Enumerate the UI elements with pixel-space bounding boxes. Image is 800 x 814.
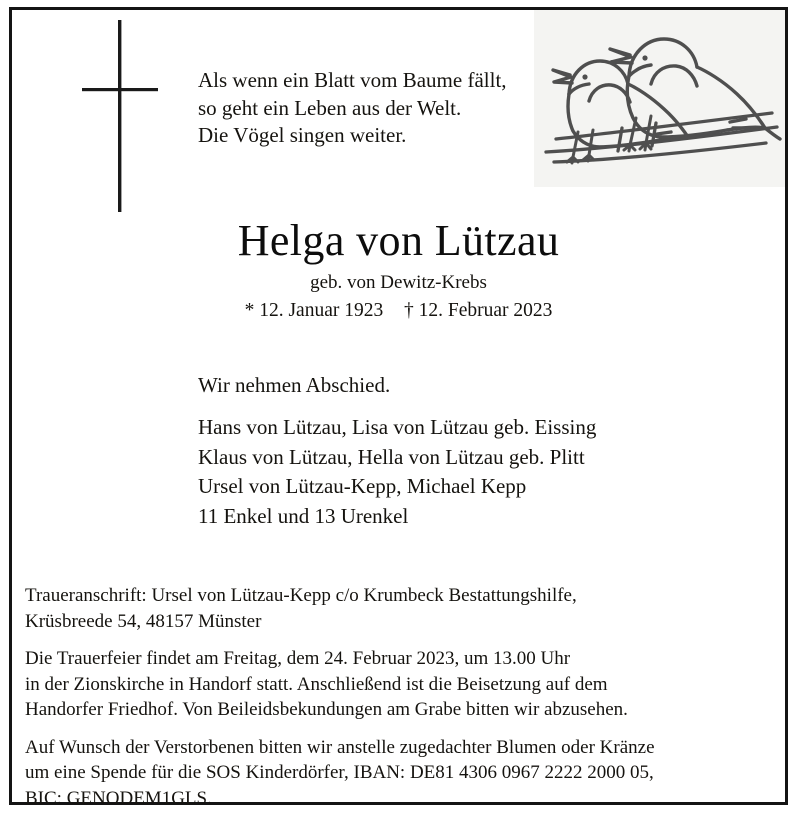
footer-details bbox=[25, 583, 775, 811]
deceased-name: Helga von Lützau bbox=[237, 216, 560, 265]
ceremony-line: in der Zionskirche in Handorf statt. Anschließend ist die Beisetzung auf dem bbox=[25, 673, 608, 695]
deceased-name-block bbox=[12, 215, 785, 324]
poem-line-3: Die Vögel singen weiter. bbox=[198, 123, 407, 147]
birth-symbol: * bbox=[244, 300, 255, 321]
ceremony-details bbox=[25, 646, 775, 723]
donation-request bbox=[25, 735, 775, 812]
mourner-line: Ursel von Lützau-Kepp, Michael Kepp bbox=[198, 474, 527, 498]
latin-cross-icon bbox=[74, 20, 166, 212]
mourner-line: Klaus von Lützau, Hella von Lützau geb. Plitt bbox=[198, 444, 585, 469]
birth-date: 12. Januar 1923 bbox=[259, 300, 384, 321]
obituary-notice bbox=[9, 7, 788, 809]
death-date: 12. Februar 2023 bbox=[418, 300, 553, 321]
mourners-list bbox=[198, 413, 758, 531]
mourning-address-line: Krüsbreede 54, 48157 Münster bbox=[25, 610, 262, 632]
donation-line: Auf Wunsch der Verstorbenen bitten wir anstelle zugedachter Blumen oder Kränze bbox=[25, 736, 655, 758]
ceremony-line: Die Trauerfeier findet am Freitag, dem 24. Februar 2023, um 13.00 Uhr bbox=[25, 648, 571, 669]
ceremony-line: Handorfer Friedhof. Von Beileidsbekundungen am Grabe bitten wir abzusehen. bbox=[25, 699, 628, 720]
two-singing-birds-on-branch-illustration bbox=[534, 10, 785, 187]
poem-line-1: Als wenn ein Blatt vom Baume fällt, bbox=[198, 68, 507, 92]
maiden-name: geb. von Dewitz-Krebs bbox=[310, 272, 487, 293]
death-symbol: † bbox=[404, 300, 414, 321]
mourning-address bbox=[25, 583, 775, 634]
poem-verse bbox=[198, 67, 538, 150]
life-dates bbox=[12, 298, 785, 324]
mourner-line: 11 Enkel und 13 Urenkel bbox=[198, 503, 409, 528]
donation-line: um eine Spende für die SOS Kinderdörfer, IBAN: DE81 4306 0967 2222 2000 05, bbox=[25, 762, 654, 783]
mourners-block bbox=[198, 371, 758, 531]
mourning-address-line: Traueranschrift: Ursel von Lützau-Kepp c/o Krumbeck Bestattungshilfe, bbox=[25, 585, 577, 606]
bird-eye-front bbox=[582, 74, 587, 79]
donation-line: BIC: GENODEM1GLS. bbox=[25, 787, 212, 809]
notice-content bbox=[12, 10, 785, 809]
mourners-intro: Wir nehmen Abschied. bbox=[198, 373, 391, 397]
bird-eye-back bbox=[642, 55, 647, 60]
poem-line-2: so geht ein Leben aus der Welt. bbox=[198, 95, 462, 120]
mourner-line: Hans von Lützau, Lisa von Lützau geb. Eissing bbox=[198, 415, 597, 439]
